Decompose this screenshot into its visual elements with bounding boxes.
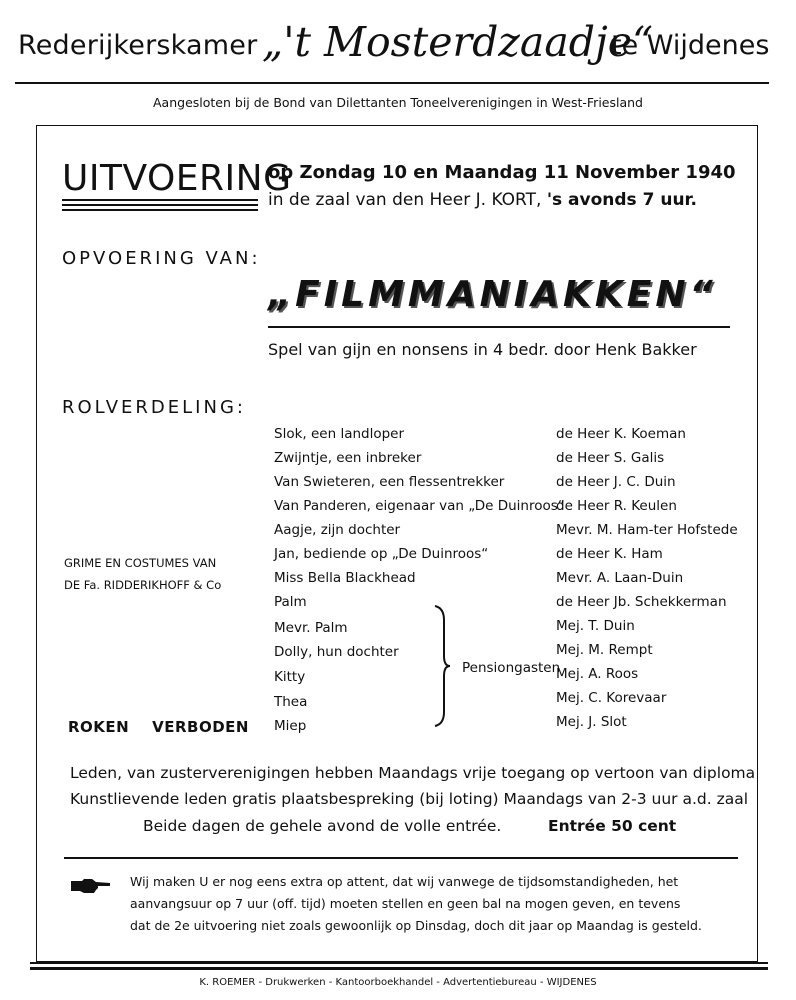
cast-role: Slok, een landloper xyxy=(274,426,405,442)
notice-line-1: Wij maken U er nog eens extra op attent, dat wij vanwege de tijdsomstandigheden, het xyxy=(130,874,679,889)
cast-role: Thea xyxy=(274,694,308,710)
cast-role: Aagje, zijn dochter xyxy=(274,522,401,538)
cast-role: Kitty xyxy=(274,669,306,685)
notice-divider xyxy=(64,857,738,859)
cast-actor: Mevr. A. Laan-Duin xyxy=(556,570,684,586)
performance-underline xyxy=(62,199,258,214)
cast-actor: Mej. M. Rempt xyxy=(556,642,653,658)
cast-actor: de Heer S. Galis xyxy=(556,450,665,466)
cast-actor: de Heer Jb. Schekkerman xyxy=(556,594,727,610)
grime-line-1: GRIME EN COSTUMES VAN xyxy=(64,556,217,570)
entry-price: Entrée 50 cent xyxy=(548,817,677,835)
cast-actor: de Heer K. Ham xyxy=(556,546,663,562)
cast-role: Dolly, hun dochter xyxy=(274,644,399,660)
cast-actor: Mej. J. Slot xyxy=(556,714,627,730)
cast-actor: Mevr. M. Ham-ter Hofstede xyxy=(556,522,738,538)
cast-role: Zwijntje, een inbreker xyxy=(274,450,422,466)
cast-actor: de Heer R. Keulen xyxy=(556,498,677,514)
info-line-3: Beide dagen de gehele avond de volle entrée. xyxy=(143,817,502,835)
cast-heading: ROLVERDELING: xyxy=(62,397,246,418)
no-smoking-text: ROKEN VERBODEN xyxy=(68,718,249,736)
header-divider xyxy=(15,82,769,84)
cast-role: Van Panderen, eigenaar van „De Duinroos“ xyxy=(274,498,565,514)
play-intro: OPVOERING VAN: xyxy=(62,248,261,269)
performance-venue-line xyxy=(268,190,697,210)
society-name: „'t Mosterdzaadje“ xyxy=(262,18,653,66)
footer-divider-thick xyxy=(30,967,768,970)
cast-role: Miep xyxy=(274,718,307,734)
brace-icon xyxy=(432,604,452,728)
group-label: Pensiongasten xyxy=(462,660,561,676)
notice-line-2: aanvangsuur op 7 uur (off. tijd) moeten stellen en geen bal na mogen geven, en tevens xyxy=(130,896,681,911)
affiliation-line: Aangesloten bij de Bond van Dilettanten Toneelverenigingen in West-Friesland xyxy=(153,95,643,110)
pointing-hand-icon xyxy=(70,876,112,896)
header-right-text: te Wijdenes xyxy=(611,30,770,61)
play-subtitle: Spel van gijn en nonsens in 4 bedr. door Henk Bakker xyxy=(268,340,697,359)
cast-actor: de Heer K. Koeman xyxy=(556,426,686,442)
performance-time: 's avonds 7 uur. xyxy=(546,190,697,210)
performance-label: UITVOERING xyxy=(62,158,292,199)
cast-actor: Mej. A. Roos xyxy=(556,666,639,682)
cast-actor: Mej. T. Duin xyxy=(556,618,635,634)
printer-credit: K. ROEMER - Drukwerken - Kantoorboekhandel - Advertentiebureau - WIJDENES xyxy=(199,977,597,988)
cast-role: Van Swieteren, een flessentrekker xyxy=(274,474,505,490)
cast-actor: de Heer J. C. Duin xyxy=(556,474,676,490)
cast-actor: Mej. C. Korevaar xyxy=(556,690,667,706)
cast-role: Miss Bella Blackhead xyxy=(274,570,416,586)
grime-line-2: DE Fa. RIDDERIKHOFF & Co xyxy=(64,578,222,592)
performance-venue: in de zaal van den Heer J. KORT, xyxy=(268,190,542,210)
performance-date: op Zondag 10 en Maandag 11 November 1940 xyxy=(268,162,736,183)
info-line-1: Leden, van zusterverenigingen hebben Maandags vrije toegang op vertoon van diploma xyxy=(70,764,756,782)
play-title: „FILMMANIAKKEN“ xyxy=(268,274,717,315)
title-divider xyxy=(268,326,730,328)
cast-role: Jan, bediende op „De Duinroos“ xyxy=(274,546,489,562)
header-left-text: Rederijkerskamer xyxy=(18,30,258,61)
cast-role: Mevr. Palm xyxy=(274,620,348,636)
info-line-2: Kunstlievende leden gratis plaatsbespreking (bij loting) Maandags van 2-3 uur a.d. zaal xyxy=(70,790,749,808)
footer-divider-thin xyxy=(30,962,768,964)
notice-line-3: dat de 2e uitvoering niet zoals gewoonlijk op Dinsdag, doch dit jaar op Maandag is gesteld. xyxy=(130,918,702,933)
cast-role: Palm xyxy=(274,594,307,610)
